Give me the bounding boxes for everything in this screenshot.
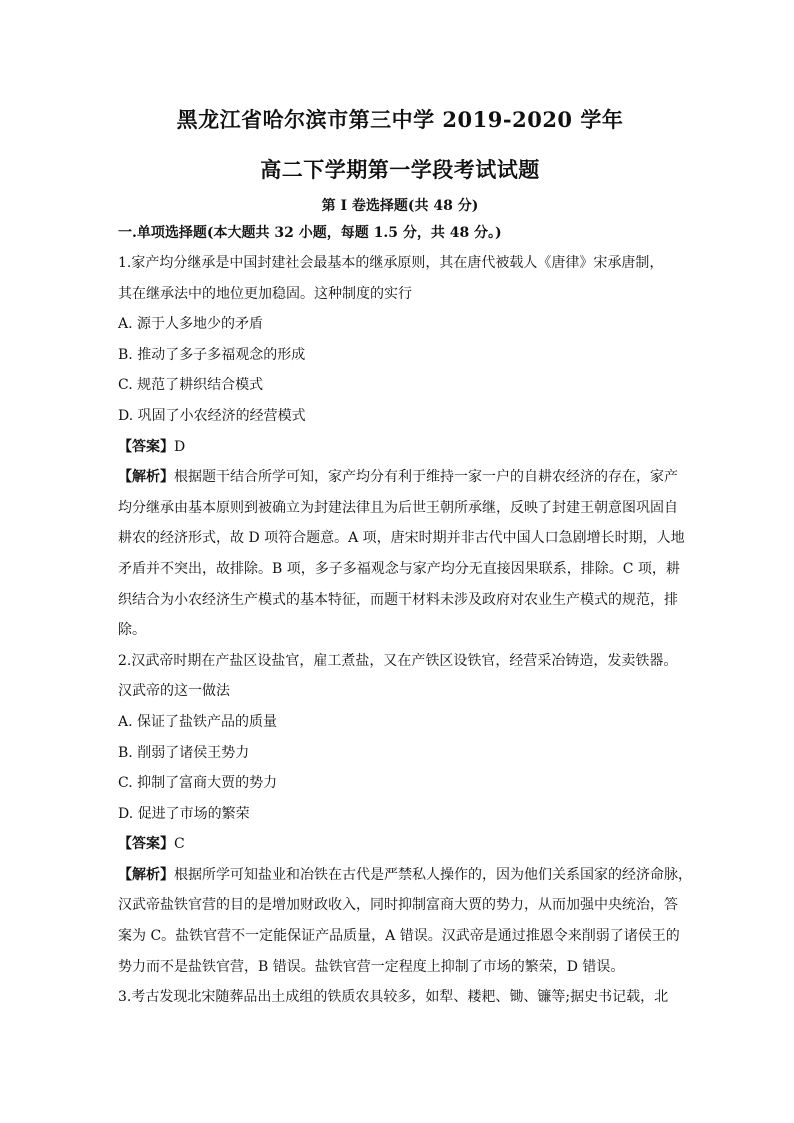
question-1-analysis-line: 均分继承由基本原则到被确立为封建法律且为后世王朝所承继，反映了封建王朝意图巩固自 (118, 499, 678, 516)
question-2-analysis-line: 案为 C。盐铁官营不一定能保证产品质量，A 错误。汉武帝是通过推恩令来削弱了诸侯王的 (118, 928, 680, 945)
question-3 (118, 982, 682, 1013)
question-1-answer (118, 432, 682, 463)
question-2-analysis-line: 汉武帝盐铁官营的目的是增加财政收入，同时抑制富商大贾的势力，从而加强中央统治，答 (118, 897, 678, 914)
question-1-analysis-line: 耕农的经济形式，故 D 项符合题意。A 项，唐宋时期并非古代中国人口急剧增长时期，人地 (118, 530, 685, 547)
answer-value: D (174, 438, 186, 455)
question-1-option-b: B. 推动了多子多福观念的形成 (118, 346, 306, 363)
question-2-option-a: A. 保证了盐铁产品的质量 (118, 713, 278, 730)
question-2-analysis-first (118, 860, 692, 891)
question-2-analysis-line: 势力而不是盐铁官营，B 错误。盐铁官营一定程度上抑制了市场的繁荣，D 错误。 (118, 958, 625, 975)
part-title: 第 I 卷选择题(共 48 分) (321, 198, 479, 214)
question-1-analysis-first (118, 462, 682, 493)
question-1-option-d: D. 巩固了小农经济的经营模式 (118, 407, 306, 424)
document-title-line1: 黑龙江省哈尔滨市第三中学 2019-2020 学年 (176, 107, 624, 132)
question-2-option-c: C. 抑制了富商大贾的势力 (118, 775, 278, 792)
question-2-option-d: D. 促进了市场的繁荣 (118, 805, 250, 822)
section-heading: 一.单项选择题(本大题共 32 小题，每题 1.5 分，共 48 分。) (118, 225, 502, 241)
question-2-answer (118, 829, 682, 860)
question-1-analysis-line: 织结合为小农经济生产模式的基本特征，而题干材料未涉及政府对农业生产模式的规范，排 (118, 591, 678, 608)
question-2-stem-line: 汉武帝的这一做法 (118, 683, 230, 700)
question-1-stem-line: 1.家产均分继承是中国封建社会最基本的继承原则，其在唐代被载人《唐律》宋承唐制， (118, 255, 664, 271)
question-2-option-b: B. 削弱了诸侯王势力 (118, 744, 250, 761)
answer-label: 【答案】 (118, 438, 174, 455)
question-1 (118, 248, 685, 646)
analysis-text: 根据题干结合所学可知，家产均分有利于维持一家一户的自耕农经济的存在，家产 (174, 469, 678, 486)
question-1-option-c: C. 规范了耕织结合模式 (118, 377, 264, 394)
document-title-line2: 高二下学期第一学段考试试题 (260, 157, 540, 182)
question-1-analysis-line: 除。 (118, 622, 146, 639)
answer-label: 【答案】 (118, 836, 174, 853)
question-2 (118, 646, 692, 983)
question-1-stem-line: 其在继承法中的地位更加稳固。这种制度的实行 (118, 285, 412, 302)
question-1-analysis-line: 矛盾并不突出，故排除。B 项，多子多福观念与家产均分无直接因果联系，排除。C 项，耕 (118, 560, 680, 577)
analysis-label: 【解析】 (118, 866, 174, 883)
question-2-stem-line: 2.汉武帝时期在产盐区设盐官，雇工煮盐，又在产铁区设铁官，经营采冶铸造，发卖铁器。 (118, 652, 678, 669)
question-1-option-a: A. 源于人多地少的矛盾 (118, 316, 264, 333)
question-3-stem-line: 3.考古发现北宋随葬品出土成组的铁质农具较多，如犁、耧耙、锄、镰等;据史书记载，北 (118, 989, 669, 1006)
analysis-label: 【解析】 (118, 469, 174, 486)
answer-value: C (174, 836, 185, 853)
analysis-text: 根据所学可知盐业和冶铁在古代是严禁私人操作的，因为他们关系国家的经济命脉， (174, 866, 692, 883)
